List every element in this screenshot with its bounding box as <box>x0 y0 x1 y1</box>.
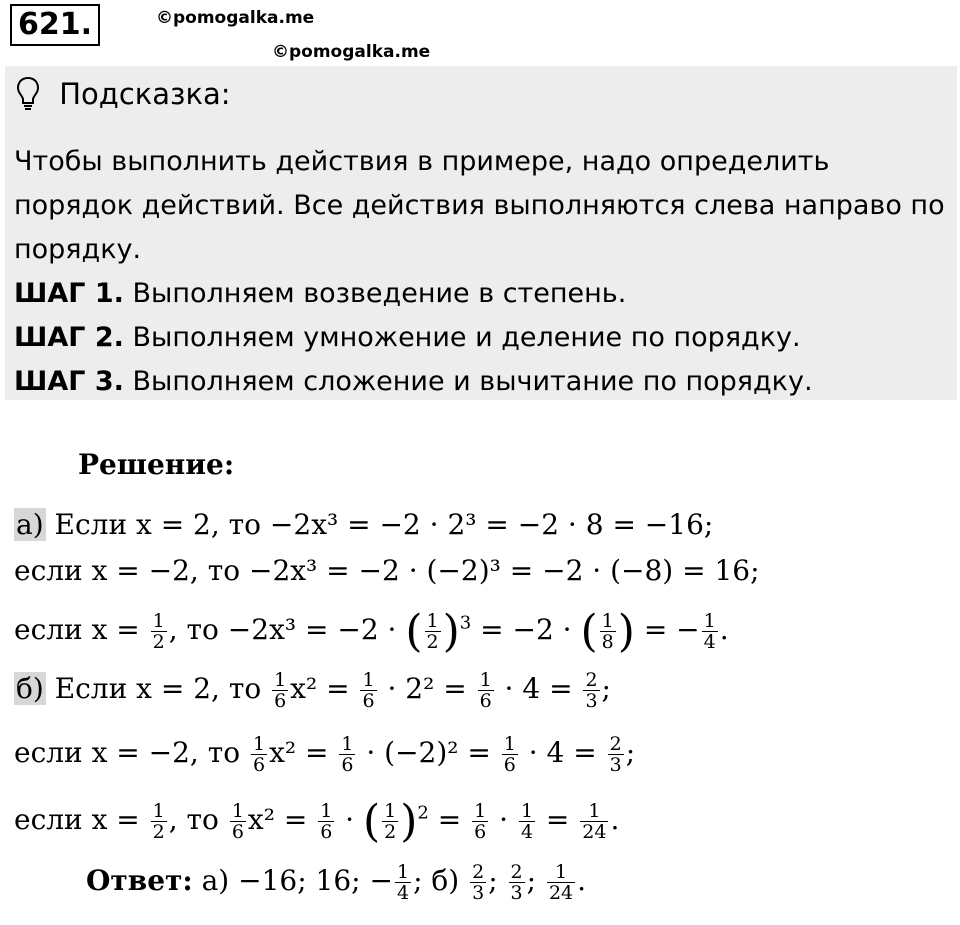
fraction: $\frac{1}{24}$ <box>548 861 574 904</box>
fraction: $\frac{1}{24}$ <box>582 800 607 843</box>
fraction: $\frac{1}{6}$ <box>274 669 287 712</box>
watermark: ©pomogalka.me <box>156 8 315 28</box>
fraction: $\frac{2}{3}$ <box>472 861 485 904</box>
fraction: $\frac{1}{6}$ <box>252 733 266 776</box>
solution-line-b1: б) Если x = 2, то $\frac{1}{6}$ x² = $\frac{1}{6}$ · 2² = $\frac{1}{6}$ · 4 = $\frac{2}{3}$ ; <box>16 669 611 712</box>
hint-step-2: ШАГ 2. Выполняем умножение и деление по порядку. <box>14 322 801 353</box>
solution-title: Решение: <box>78 448 235 481</box>
answer-label: Ответ: <box>86 864 193 897</box>
fraction: $\frac{1}{6}$ <box>503 733 516 776</box>
fraction: $\frac{1}{6}$ <box>362 669 375 712</box>
fraction: $\frac{1}{2}$ <box>152 800 165 843</box>
fraction: $\frac{1}{2}$ <box>384 800 397 843</box>
task-number: 621. <box>10 4 100 46</box>
fraction: $\frac{1}{4}$ <box>703 610 716 653</box>
fraction: $\frac{2}{3}$ <box>609 733 622 776</box>
solution-line-b2: если x = −2, то $\frac{1}{6}$ x² = $\frac{1}{6}$ · (−2)² = $\frac{1}{6}$ · 4 = $\frac{2}{3}$ ; <box>14 733 636 776</box>
lightbulb-icon <box>16 76 40 110</box>
solution-line-a1: а) Если x = 2, то −2x³ = −2 · 2³ = −2 · 8 = −16; <box>16 508 714 541</box>
solution-line-b3: если x = $\frac{1}{2}$ , то $\frac{1}{6}$ x² = $\frac{1}{6}$ · ( $\frac{1}{2}$ )$^2$ = $\frac{1}{6}$ · $\frac{1}{4}$ = $\frac{1}{24}$ . <box>14 796 620 847</box>
part-b-label: б) <box>16 672 44 705</box>
solution-line-a2: если x = −2, то −2x³ = −2 · (−2)³ = −2 · (−8) = 16; <box>14 554 760 587</box>
solution-line-a3: если x = $\frac{1}{2}$ , то −2x³ = −2 · ( $\frac{1}{2}$ )$^3$ = −2 · ( $\frac{1}{8}$ ) = − $\frac{1}{4}$ . <box>14 606 729 657</box>
fraction: $\frac{2}{3}$ <box>585 669 598 712</box>
answer-line: Ответ: а) −16; 16; − $\frac{1}{4}$ ; б) $\frac{2}{3}$ ; $\frac{2}{3}$ ; $\frac{1}{24}$ . <box>86 861 587 904</box>
hint-step-1: ШАГ 1. Выполняем возведение в степень. <box>14 278 627 309</box>
fraction: $\frac{1}{6}$ <box>341 733 354 776</box>
hint-step-3: ШАГ 3. Выполняем сложение и вычитание по порядку. <box>14 366 813 397</box>
fraction: $\frac{1}{6}$ <box>231 800 244 843</box>
hint-header <box>16 76 231 111</box>
fraction: $\frac{1}{2}$ <box>426 610 439 653</box>
fraction: $\frac{2}{3}$ <box>510 861 523 904</box>
fraction: $\frac{1}{8}$ <box>601 610 614 653</box>
fraction: $\frac{1}{6}$ <box>474 800 487 843</box>
part-a-label: а) <box>16 508 44 541</box>
fraction: $\frac{1}{6}$ <box>479 669 492 712</box>
watermark: ©pomogalka.me <box>272 42 431 62</box>
fraction: $\frac{1}{2}$ <box>152 610 165 653</box>
hint-body <box>14 140 954 404</box>
fraction: $\frac{1}{4}$ <box>520 800 534 843</box>
fraction: $\frac{1}{4}$ <box>396 861 410 904</box>
hint-title: Подсказка: <box>59 77 231 111</box>
hint-paragraph: Чтобы выполнить действия в примере, надо определить порядок действий. Все действия выполняются слева направо по порядку. <box>14 146 945 265</box>
fraction: $\frac{1}{6}$ <box>320 800 333 843</box>
